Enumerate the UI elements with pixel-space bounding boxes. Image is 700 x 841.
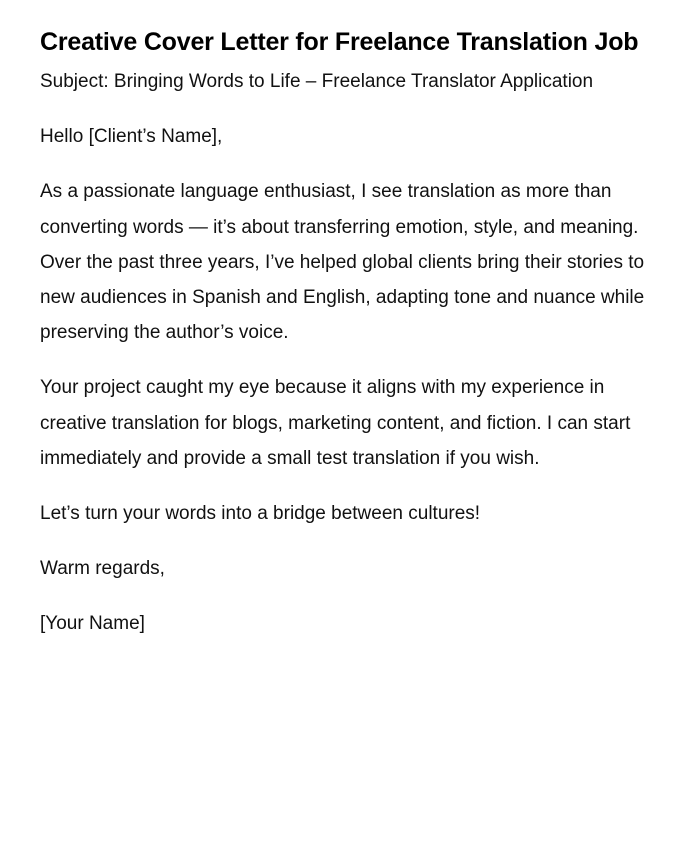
- sign-off: Warm regards,: [40, 558, 165, 580]
- body-paragraph-intro: As a passionate language enthusiast, I see translation as more than converting words — it’s about transferring emotion, style, and meaning. Over the past three years, I’ve helped global clients bring their stories to new audiences in Spanish and English, adapting tone and nuance while preserving the author’s voice.: [40, 181, 645, 344]
- closing-line: Let’s turn your words into a bridge between cultures!: [40, 503, 481, 525]
- subject-line: Subject: Bringing Words to Life – Freelance Translator Application: [40, 71, 594, 92]
- body-paragraph-project: Your project caught my eye because it aligns with my experience in creative translation for blogs, marketing content, and fiction. I can start immediately and provide a small test translation if you wish.: [40, 377, 631, 469]
- letter-document: [40, 20, 645, 642]
- page-title: Creative Cover Letter for Freelance Translation Job: [40, 28, 639, 56]
- signature: [Your Name]: [40, 613, 145, 635]
- greeting: Hello [Client’s Name],: [40, 126, 223, 148]
